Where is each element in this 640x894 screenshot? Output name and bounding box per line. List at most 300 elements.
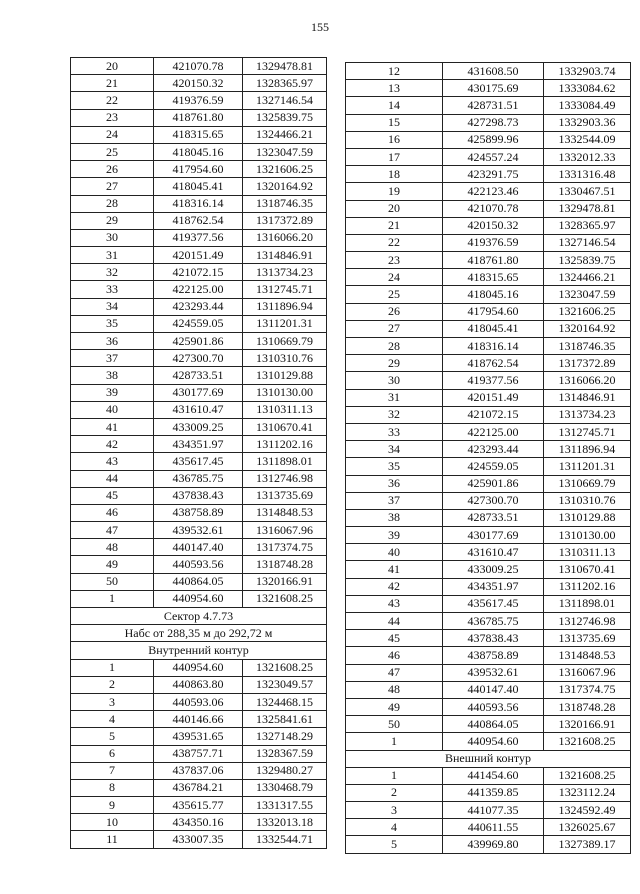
coordinate-x: 433009.25 (443, 561, 544, 578)
table-row (71, 745, 327, 762)
point-number: 23 (346, 252, 443, 269)
point-number: 7 (71, 762, 154, 779)
point-number: 49 (346, 698, 443, 715)
coordinate-y: 1311898.01 (544, 595, 631, 612)
point-number: 28 (346, 338, 443, 355)
point-number: 1 (71, 659, 154, 676)
right-coordinate-table (345, 62, 631, 854)
point-number: 25 (71, 143, 154, 160)
table-row (346, 423, 631, 440)
table-row (346, 509, 631, 526)
coordinate-x: 435615.77 (154, 797, 243, 814)
coordinate-y: 1329478.81 (544, 200, 631, 217)
table-row (71, 470, 327, 487)
point-number: 8 (71, 779, 154, 796)
point-number: 38 (71, 367, 154, 384)
coordinate-x: 417954.60 (443, 303, 544, 320)
point-number: 26 (346, 303, 443, 320)
coordinate-x: 437838.43 (443, 630, 544, 647)
coordinate-y: 1311898.01 (243, 453, 327, 470)
point-number: 9 (71, 797, 154, 814)
table-row (346, 148, 631, 165)
coordinate-x: 419377.56 (443, 372, 544, 389)
coordinate-y: 1321608.25 (544, 733, 631, 750)
table-row (71, 676, 327, 693)
coordinate-y: 1321606.25 (544, 303, 631, 320)
table-row (71, 659, 327, 676)
table-row (71, 436, 327, 453)
point-number: 42 (71, 436, 154, 453)
table-row (71, 178, 327, 195)
point-number: 2 (346, 784, 443, 801)
point-number: 36 (71, 333, 154, 350)
coordinate-y: 1311202.16 (243, 436, 327, 453)
coordinate-x: 423293.44 (443, 441, 544, 458)
coordinate-y: 1311896.94 (243, 298, 327, 315)
coordinate-y: 1329478.81 (243, 58, 327, 75)
table-row (71, 418, 327, 435)
table-row (71, 556, 327, 573)
coordinate-x: 440864.05 (154, 573, 243, 590)
table-row (346, 217, 631, 234)
coordinate-y: 1333084.49 (544, 97, 631, 114)
table-row (346, 698, 631, 715)
coordinate-x: 440593.56 (154, 556, 243, 573)
point-number: 35 (346, 458, 443, 475)
coordinate-x: 436785.75 (154, 470, 243, 487)
coordinate-y: 1324592.49 (544, 802, 631, 819)
coordinate-x: 420150.32 (154, 75, 243, 92)
table-row (346, 647, 631, 664)
coordinate-x: 440954.60 (443, 733, 544, 750)
coordinate-x: 431610.47 (443, 544, 544, 561)
coordinate-x: 441077.35 (443, 802, 544, 819)
coordinate-x: 423293.44 (154, 298, 243, 315)
coordinate-x: 430177.69 (443, 527, 544, 544)
coordinate-y: 1311202.16 (544, 578, 631, 595)
table-row (346, 458, 631, 475)
point-number: 34 (346, 441, 443, 458)
point-number: 23 (71, 109, 154, 126)
point-number: 44 (71, 470, 154, 487)
coordinate-x: 419376.59 (154, 92, 243, 109)
coordinate-y: 1331316.48 (544, 166, 631, 183)
coordinate-y: 1323112.24 (544, 784, 631, 801)
coordinate-x: 435617.45 (443, 595, 544, 612)
point-number: 3 (71, 693, 154, 710)
table-row (71, 522, 327, 539)
coordinate-y: 1321608.25 (243, 659, 327, 676)
table-row (346, 269, 631, 286)
point-number: 47 (71, 522, 154, 539)
point-number: 17 (346, 148, 443, 165)
coordinate-y: 1310311.13 (243, 401, 327, 418)
sector-title: Сектор 4.7.73 (71, 608, 327, 625)
table-row (346, 767, 631, 784)
point-number: 33 (346, 423, 443, 440)
point-number: 20 (346, 200, 443, 217)
coordinate-y: 1310129.88 (243, 367, 327, 384)
coordinate-y: 1328365.97 (544, 217, 631, 234)
coordinate-x: 420150.32 (443, 217, 544, 234)
table-row (346, 234, 631, 251)
coordinate-y: 1323047.59 (243, 143, 327, 160)
point-number: 33 (71, 281, 154, 298)
coordinate-y: 1310669.79 (243, 333, 327, 350)
table-row (71, 195, 327, 212)
coordinate-x: 439969.80 (443, 836, 544, 853)
table-row (71, 333, 327, 350)
coordinate-y: 1320166.91 (544, 716, 631, 733)
point-number: 18 (346, 166, 443, 183)
coordinate-y: 1325839.75 (544, 252, 631, 269)
point-number: 24 (346, 269, 443, 286)
point-number: 40 (71, 401, 154, 418)
point-number: 32 (71, 264, 154, 281)
coordinate-y: 1332903.36 (544, 114, 631, 131)
point-number: 39 (71, 384, 154, 401)
coordinate-x: 417954.60 (154, 161, 243, 178)
table-row (346, 475, 631, 492)
coordinate-y: 1316067.96 (243, 522, 327, 539)
table-row (71, 367, 327, 384)
coordinate-y: 1332013.18 (243, 814, 327, 831)
coordinate-y: 1310130.00 (544, 527, 631, 544)
point-number: 30 (71, 229, 154, 246)
coordinate-x: 428731.51 (443, 97, 544, 114)
coordinate-y: 1327148.29 (243, 728, 327, 745)
coordinate-x: 418045.16 (154, 143, 243, 160)
coordinate-x: 420151.49 (443, 389, 544, 406)
coordinate-x: 436784.21 (154, 779, 243, 796)
table-row (71, 247, 327, 264)
coordinate-y: 1318748.28 (243, 556, 327, 573)
coordinate-y: 1332544.71 (243, 831, 327, 848)
point-number: 47 (346, 664, 443, 681)
coordinate-y: 1318746.35 (243, 195, 327, 212)
coordinate-x: 440954.60 (154, 659, 243, 676)
coordinate-y: 1330468.79 (243, 779, 327, 796)
coordinate-y: 1310310.76 (544, 492, 631, 509)
point-number: 28 (71, 195, 154, 212)
coordinate-y: 1311201.31 (544, 458, 631, 475)
point-number: 41 (346, 561, 443, 578)
point-number: 16 (346, 131, 443, 148)
table-row (71, 281, 327, 298)
table-row (71, 504, 327, 521)
table-row (71, 728, 327, 745)
coordinate-y: 1324466.21 (544, 269, 631, 286)
coordinate-y: 1321606.25 (243, 161, 327, 178)
coordinate-x: 419376.59 (443, 234, 544, 251)
point-number: 3 (346, 802, 443, 819)
table-row (346, 183, 631, 200)
table-row (346, 97, 631, 114)
table-row (71, 590, 327, 607)
coordinate-y: 1333084.62 (544, 80, 631, 97)
table-row (71, 92, 327, 109)
point-number: 10 (71, 814, 154, 831)
table-row (71, 453, 327, 470)
point-number: 41 (71, 418, 154, 435)
coordinate-x: 425901.86 (154, 333, 243, 350)
point-number: 48 (346, 681, 443, 698)
coordinate-x: 428733.51 (443, 509, 544, 526)
point-number: 50 (346, 716, 443, 733)
point-number: 30 (346, 372, 443, 389)
coordinate-x: 440593.56 (443, 698, 544, 715)
coordinate-y: 1312745.71 (243, 281, 327, 298)
coordinate-y: 1310310.76 (243, 350, 327, 367)
table-row (346, 595, 631, 612)
table-row (71, 762, 327, 779)
point-number: 40 (346, 544, 443, 561)
coordinate-x: 424557.24 (443, 148, 544, 165)
table-row (346, 492, 631, 509)
coordinate-x: 434351.97 (154, 436, 243, 453)
point-number: 36 (346, 475, 443, 492)
coordinate-x: 418045.16 (443, 286, 544, 303)
page-number: 155 (311, 20, 329, 34)
point-number: 35 (71, 315, 154, 332)
table-row (346, 819, 631, 836)
point-number: 5 (346, 836, 443, 853)
coordinate-x: 421072.15 (154, 264, 243, 281)
coordinate-y: 1310311.13 (544, 544, 631, 561)
coordinate-x: 423291.75 (443, 166, 544, 183)
table-row (346, 630, 631, 647)
point-number: 42 (346, 578, 443, 595)
coordinate-y: 1313734.23 (243, 264, 327, 281)
coordinate-x: 422125.00 (154, 281, 243, 298)
table-row (71, 75, 327, 92)
coordinate-x: 435617.45 (154, 453, 243, 470)
table-row (346, 372, 631, 389)
coordinate-x: 439531.65 (154, 728, 243, 745)
coordinate-y: 1327146.54 (243, 92, 327, 109)
coordinate-y: 1317374.75 (243, 539, 327, 556)
coordinate-x: 418316.14 (443, 338, 544, 355)
table-row (346, 784, 631, 801)
table-row (346, 802, 631, 819)
coordinate-y: 1323049.57 (243, 676, 327, 693)
point-number: 1 (346, 733, 443, 750)
coordinate-y: 1332903.74 (544, 63, 631, 80)
coordinate-x: 418045.41 (154, 178, 243, 195)
table-row (346, 716, 631, 733)
table-row (346, 544, 631, 561)
point-number: 21 (346, 217, 443, 234)
coordinate-y: 1314848.53 (544, 647, 631, 664)
table-row (346, 80, 631, 97)
point-number: 38 (346, 509, 443, 526)
coordinate-x: 425901.86 (443, 475, 544, 492)
coordinate-y: 1313735.69 (544, 630, 631, 647)
coordinate-x: 421072.15 (443, 406, 544, 423)
point-number: 2 (71, 676, 154, 693)
coordinate-x: 419377.56 (154, 229, 243, 246)
table-row (71, 229, 327, 246)
coordinate-y: 1313735.69 (243, 487, 327, 504)
coordinate-x: 440593.06 (154, 693, 243, 710)
left-coordinate-table (70, 57, 327, 849)
coordinate-x: 438757.71 (154, 745, 243, 762)
table-row (346, 355, 631, 372)
coordinate-x: 440611.55 (443, 819, 544, 836)
table-row (346, 166, 631, 183)
coordinate-x: 440147.40 (154, 539, 243, 556)
table-row (71, 58, 327, 75)
coordinate-x: 428733.51 (154, 367, 243, 384)
coordinate-x: 421070.78 (443, 200, 544, 217)
coordinate-y: 1320164.92 (243, 178, 327, 195)
coordinate-x: 430175.69 (443, 80, 544, 97)
coordinate-x: 437837.06 (154, 762, 243, 779)
point-number: 22 (346, 234, 443, 251)
coordinate-x: 441454.60 (443, 767, 544, 784)
table-row (346, 63, 631, 80)
point-number: 4 (346, 819, 443, 836)
point-number: 1 (346, 767, 443, 784)
table-row (71, 539, 327, 556)
coordinate-x: 440863.80 (154, 676, 243, 693)
coordinate-x: 430177.69 (154, 384, 243, 401)
table-row (71, 779, 327, 796)
table-row (71, 126, 327, 143)
point-number: 46 (346, 647, 443, 664)
table-row (71, 384, 327, 401)
coordinate-x: 433007.35 (154, 831, 243, 848)
coordinate-x: 434350.16 (154, 814, 243, 831)
point-number: 27 (346, 320, 443, 337)
coordinate-y: 1311201.31 (243, 315, 327, 332)
point-number: 12 (346, 63, 443, 80)
point-number: 45 (71, 487, 154, 504)
coordinate-x: 418761.80 (154, 109, 243, 126)
coordinate-y: 1312745.71 (544, 423, 631, 440)
coordinate-y: 1326025.67 (544, 819, 631, 836)
point-number: 34 (71, 298, 154, 315)
coordinate-y: 1313734.23 (544, 406, 631, 423)
coordinate-y: 1314846.91 (243, 247, 327, 264)
table-row (71, 315, 327, 332)
point-number: 43 (71, 453, 154, 470)
coordinate-x: 438758.89 (154, 504, 243, 521)
coordinate-y: 1328365.97 (243, 75, 327, 92)
point-number: 5 (71, 728, 154, 745)
point-number: 31 (346, 389, 443, 406)
point-number: 49 (71, 556, 154, 573)
table-row (71, 143, 327, 160)
inner-contour-heading: Внутренний контур (71, 642, 327, 659)
outer-contour-heading: Внешний контур (346, 750, 631, 767)
coordinate-x: 418045.41 (443, 320, 544, 337)
coordinate-y: 1314846.91 (544, 389, 631, 406)
coordinate-x: 421070.78 (154, 58, 243, 75)
coordinate-y: 1327146.54 (544, 234, 631, 251)
point-number: 45 (346, 630, 443, 647)
coordinate-x: 437838.43 (154, 487, 243, 504)
coordinate-x: 418762.54 (154, 212, 243, 229)
coordinate-y: 1316067.96 (544, 664, 631, 681)
coordinate-y: 1318748.28 (544, 698, 631, 715)
coordinate-x: 440954.60 (154, 590, 243, 607)
point-number: 26 (71, 161, 154, 178)
coordinate-x: 427300.70 (154, 350, 243, 367)
coordinate-x: 436785.75 (443, 613, 544, 630)
coordinate-y: 1331317.55 (243, 797, 327, 814)
table-row (71, 814, 327, 831)
point-number: 32 (346, 406, 443, 423)
coordinate-y: 1310670.41 (544, 561, 631, 578)
coordinate-y: 1325839.75 (243, 109, 327, 126)
point-number: 14 (346, 97, 443, 114)
point-number: 29 (346, 355, 443, 372)
point-number: 27 (71, 178, 154, 195)
coordinate-y: 1316066.20 (544, 372, 631, 389)
point-number: 20 (71, 58, 154, 75)
coordinate-x: 438758.89 (443, 647, 544, 664)
point-number: 39 (346, 527, 443, 544)
coordinate-x: 440864.05 (443, 716, 544, 733)
table-row (346, 200, 631, 217)
point-number: 15 (346, 114, 443, 131)
table-row (346, 406, 631, 423)
table-row (71, 797, 327, 814)
coordinate-y: 1317372.89 (243, 212, 327, 229)
table-row (71, 693, 327, 710)
coordinate-x: 431610.47 (154, 401, 243, 418)
coordinate-x: 422125.00 (443, 423, 544, 440)
coordinate-x: 422123.46 (443, 183, 544, 200)
table-row (346, 613, 631, 630)
coordinate-y: 1312746.98 (544, 613, 631, 630)
point-number: 4 (71, 711, 154, 728)
coordinate-x: 440147.40 (443, 681, 544, 698)
table-row (346, 441, 631, 458)
table-row (71, 573, 327, 590)
sector-elevation-range: Набс от 288,35 м до 292,72 м (71, 625, 327, 642)
coordinate-y: 1320164.92 (544, 320, 631, 337)
point-number: 29 (71, 212, 154, 229)
point-number: 22 (71, 92, 154, 109)
coordinate-x: 441359.85 (443, 784, 544, 801)
coordinate-y: 1314848.53 (243, 504, 327, 521)
table-row (346, 561, 631, 578)
coordinate-x: 425899.96 (443, 131, 544, 148)
coordinate-y: 1323047.59 (544, 286, 631, 303)
coordinate-y: 1325841.61 (243, 711, 327, 728)
coordinate-x: 433009.25 (154, 418, 243, 435)
table-row (346, 338, 631, 355)
coordinate-x: 424559.05 (154, 315, 243, 332)
coordinate-y: 1329480.27 (243, 762, 327, 779)
point-number: 50 (71, 573, 154, 590)
table-row (71, 264, 327, 281)
point-number: 46 (71, 504, 154, 521)
coordinate-y: 1317374.75 (544, 681, 631, 698)
coordinate-y: 1332012.33 (544, 148, 631, 165)
coordinate-y: 1316066.20 (243, 229, 327, 246)
point-number: 24 (71, 126, 154, 143)
point-number: 21 (71, 75, 154, 92)
point-number: 37 (346, 492, 443, 509)
coordinate-x: 434351.97 (443, 578, 544, 595)
table-row (71, 109, 327, 126)
coordinate-y: 1311896.94 (544, 441, 631, 458)
table-row (71, 831, 327, 848)
table-row (346, 836, 631, 853)
